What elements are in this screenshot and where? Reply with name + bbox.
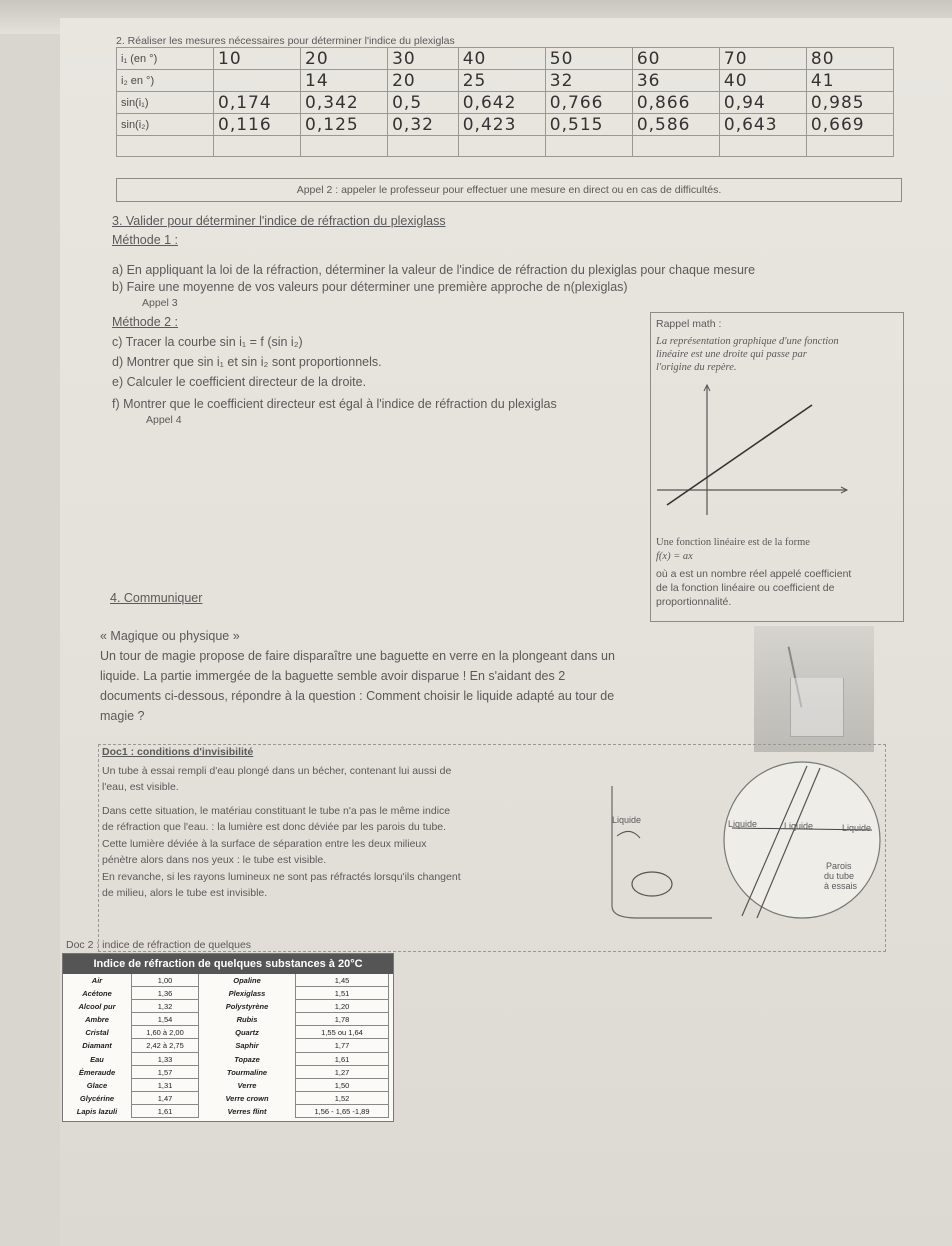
table-row [63, 1105, 393, 1118]
part4-paragraph-2: liquide. La partie immergée de la baguette semble avoir disparue ! En s'aidant des 2 [100, 669, 566, 683]
table-cell: 0,766 [545, 92, 632, 114]
label-liquide: Liquide [784, 821, 814, 831]
table-cell [214, 136, 301, 157]
part2-instruction: 2. Réaliser les mesures nécessaires pour déterminer l'indice du plexiglas [116, 35, 455, 47]
refraction-index-value: 1,33 [131, 1053, 199, 1066]
label-parois: Parois [826, 861, 852, 871]
table-cell: 0,32 [388, 114, 459, 136]
rappel-text-2: linéaire est une droite qui passe par [656, 349, 807, 360]
linear-function-graph [652, 375, 852, 525]
table-row [63, 1026, 393, 1039]
table-row [117, 48, 894, 70]
rappel-caption-2: où a est un nombre réel appelé coefficient [656, 568, 852, 580]
table-cell: 25 [458, 70, 545, 92]
table-cell: 70 [719, 48, 806, 70]
table-cell: 20 [388, 70, 459, 92]
table-cell [806, 136, 893, 157]
question-f: f) Montrer que le coefficient directeur est égal à l'indice de réfraction du plexiglas [112, 397, 557, 411]
table-cell [214, 70, 301, 92]
part4-paragraph-4: magie ? [100, 709, 145, 723]
substance-name: Topaze [234, 1054, 260, 1064]
table-cell: 0,342 [301, 92, 388, 114]
rappel-text-1: La représentation graphique d'une fonction [656, 336, 839, 347]
table-cell: 0,515 [545, 114, 632, 136]
doc1-diagram [592, 756, 882, 924]
ray-arc [617, 831, 640, 838]
table-cell: 0,586 [632, 114, 719, 136]
table-cell: 80 [806, 48, 893, 70]
refraction-index-value: 1,61 [131, 1105, 199, 1118]
refraction-index-value: 1,54 [131, 1013, 199, 1026]
table-row [63, 1039, 393, 1052]
rappel-caption-4: proportionnalité. [656, 596, 732, 608]
doc1-line: de milieu, alors le tube est invisible. [102, 887, 268, 899]
magic-photo [754, 626, 874, 752]
rappel-caption-1: Une fonction linéaire est de la forme [656, 537, 810, 548]
table-row [63, 1013, 393, 1026]
refraction-index-value: 1,32 [131, 1000, 199, 1013]
table-row [63, 974, 393, 987]
table-row [63, 987, 393, 1000]
label-liquide: Liquide [728, 819, 758, 829]
substance-name: Glycérine [79, 1093, 115, 1103]
table-cell: 0,174 [214, 92, 301, 114]
doc1-title: Doc1 : conditions d'invisibilité [102, 746, 254, 758]
table-cell [719, 136, 806, 157]
table-cell: 32 [545, 70, 632, 92]
table-cell: 60 [632, 48, 719, 70]
substance-name: Cristal [85, 1028, 109, 1038]
refraction-index-value: 1,55 ou 1,64 [295, 1026, 389, 1039]
appel3-label: Appel 3 [142, 297, 178, 309]
doc1-line: l'eau, est visible. [102, 781, 179, 793]
table-cell: 14 [301, 70, 388, 92]
doc1-line: Un tube à essai rempli d'eau plongé dans un bécher, contenant lui aussi de [102, 765, 452, 777]
substance-name: Eau [90, 1054, 104, 1064]
table-cell: 0,985 [806, 92, 893, 114]
table-cell: 0,669 [806, 114, 893, 136]
table-cell: 0,643 [719, 114, 806, 136]
substance-name: Quartz [235, 1028, 259, 1038]
refraction-index-value: 2,42 à 2,75 [131, 1039, 199, 1052]
refraction-index-value: 1,00 [131, 974, 199, 987]
appel4-label: Appel 4 [146, 414, 182, 426]
substance-name: Ambre [85, 1015, 109, 1025]
table-row [63, 1066, 393, 1079]
table-cell: 0,125 [301, 114, 388, 136]
question-a: a) En appliquant la loi de la réfraction, déterminer la valeur de l'indice de réfraction du plexiglas pour chaque mesure [112, 263, 756, 277]
substance-name: Verre crown [225, 1093, 269, 1103]
table-title: Indice de réfraction de quelques substances à 20°C [63, 954, 393, 974]
table-cell: 30 [388, 48, 459, 70]
part4-paragraph-1: Un tour de magie propose de faire disparaître une baguette en verre en la plongeant dans un [100, 649, 615, 663]
question-d: d) Montrer que sin i₁ et sin i₂ sont proportionnels. [112, 355, 382, 369]
table-cell: 50 [545, 48, 632, 70]
refraction-index-value: 1,27 [295, 1066, 389, 1079]
substance-name: Lapis lazuli [76, 1106, 118, 1116]
appel2-box [116, 178, 902, 202]
refraction-index-value: 1,47 [131, 1092, 199, 1105]
refraction-index-value: 1,61 [295, 1053, 389, 1066]
beaker-outline [612, 786, 712, 918]
table-cell: 0,5 [388, 92, 459, 114]
part4-paragraph-3: documents ci-dessous, répondre à la question : Comment choisir le liquide adapté au tour de [100, 689, 615, 703]
table-row [117, 114, 894, 136]
table-body [63, 974, 393, 1118]
substance-name: Polystyrène [225, 1002, 269, 1012]
refraction-index-value: 1,60 à 2,00 [131, 1026, 199, 1039]
refraction-index-value: 1,77 [295, 1039, 389, 1052]
label-liquide: Liquide [842, 823, 872, 833]
measurement-table [116, 47, 894, 157]
refraction-index-value: 1,56 - 1,65 -1,89 [295, 1105, 389, 1118]
rappel-formula: f(x) = ax [656, 551, 693, 562]
part4-subtitle: « Magique ou physique » [100, 629, 240, 643]
substance-name: Verres flint [227, 1106, 267, 1116]
label-a-essais: à essais [824, 881, 858, 891]
substance-name: Acétone [82, 989, 112, 999]
substance-name: Alcool pur [78, 1002, 116, 1012]
table-cell: 20 [301, 48, 388, 70]
table-cell [632, 136, 719, 157]
label-du-tube: du tube [824, 871, 855, 881]
refraction-index-value: 1,20 [295, 1000, 389, 1013]
substance-name: Plexiglass [228, 989, 266, 999]
table-cell: 10 [214, 48, 301, 70]
doc1-line: En revanche, si les rayons lumineux ne sont pas réfractés lorsqu'ils changent [102, 871, 461, 883]
table-cell: 40 [458, 48, 545, 70]
tube-cross-section [632, 872, 672, 896]
table-cell: 41 [806, 70, 893, 92]
appel2-text: Appel 2 : appeler le professeur pour effectuer une mesure en direct ou en cas de difficultés. [296, 184, 722, 196]
substance-name: Émeraude [78, 1067, 116, 1077]
refraction-index-value: 1,31 [131, 1079, 199, 1092]
part4-title: 4. Communiquer [110, 591, 203, 605]
table-cell: 36 [632, 70, 719, 92]
row-label: i₂ en °) [117, 70, 214, 92]
table-cell: 0,94 [719, 92, 806, 114]
substance-name: Tourmaline [226, 1067, 268, 1077]
refraction-index-value: 1,50 [295, 1079, 389, 1092]
table-cell [388, 136, 459, 157]
row-label: sin(i₂) [117, 114, 214, 136]
refraction-index-value: 1,57 [131, 1066, 199, 1079]
question-e: e) Calculer le coefficient directeur de la droite. [112, 375, 367, 389]
part3-title: 3. Valider pour déterminer l'indice de réfraction du plexiglass [112, 214, 446, 228]
table-cell: 0,642 [458, 92, 545, 114]
doc1-line: pénètre alors dans nos yeux : le tube est visible. [102, 854, 327, 866]
question-b: b) Faire une moyenne de vos valeurs pour déterminer une première approche de n(plexiglas) [112, 280, 628, 294]
table-row [63, 1000, 393, 1013]
beaker [790, 678, 844, 737]
table-row [63, 1079, 393, 1092]
table-cell: 0,423 [458, 114, 545, 136]
table-cell: 40 [719, 70, 806, 92]
substance-name: Rubis [236, 1015, 258, 1025]
refraction-index-table [62, 953, 394, 1122]
substance-name: Saphir [235, 1041, 259, 1051]
refraction-index-value: 1,36 [131, 987, 199, 1000]
doc1-line: Dans cette situation, le matériau constituant le tube n'a pas le même indice [102, 805, 451, 817]
table-row [117, 92, 894, 114]
substance-name: Air [91, 976, 103, 985]
zoom-circle [724, 762, 880, 918]
table-cell: 0,116 [214, 114, 301, 136]
table-row [117, 70, 894, 92]
doc1-line: Cette lumière déviée à la surface de séparation entre les deux milieux [102, 838, 427, 850]
table-cell [545, 136, 632, 157]
doc2-title: Doc 2 : indice de réfraction de quelques [66, 939, 252, 951]
methode1-label: Méthode 1 : [112, 233, 179, 247]
rappel-title: Rappel math : [656, 318, 722, 330]
row-label: i₁ (en °) [117, 48, 214, 70]
substance-name: Diamant [82, 1041, 112, 1051]
refraction-index-value: 1,45 [295, 974, 389, 987]
rappel-text-3: l'origine du repère. [656, 362, 737, 373]
label-liquide: Liquide [612, 815, 642, 825]
substance-name: Opaline [233, 976, 261, 985]
substance-name: Verre [237, 1080, 257, 1090]
row-label [117, 136, 214, 157]
rappel-caption-3: de la fonction linéaire ou coefficient de [656, 582, 835, 594]
substance-name: Glace [86, 1080, 108, 1090]
methode2-label: Méthode 2 : [112, 315, 179, 329]
table-cell [301, 136, 388, 157]
table-cell [458, 136, 545, 157]
refraction-index-value: 1,52 [295, 1092, 389, 1105]
table-row [117, 136, 894, 157]
refraction-index-value: 1,78 [295, 1013, 389, 1026]
table-row [63, 1092, 393, 1105]
question-c: c) Tracer la courbe sin i₁ = f (sin i₂) [112, 335, 303, 349]
table-row [63, 1053, 393, 1066]
row-label: sin(i₁) [117, 92, 214, 114]
doc1-line: de réfraction que l'eau. : la lumière est donc déviée par les parois du tube. [102, 821, 447, 833]
table-cell: 0,866 [632, 92, 719, 114]
refraction-index-value: 1,51 [295, 987, 389, 1000]
